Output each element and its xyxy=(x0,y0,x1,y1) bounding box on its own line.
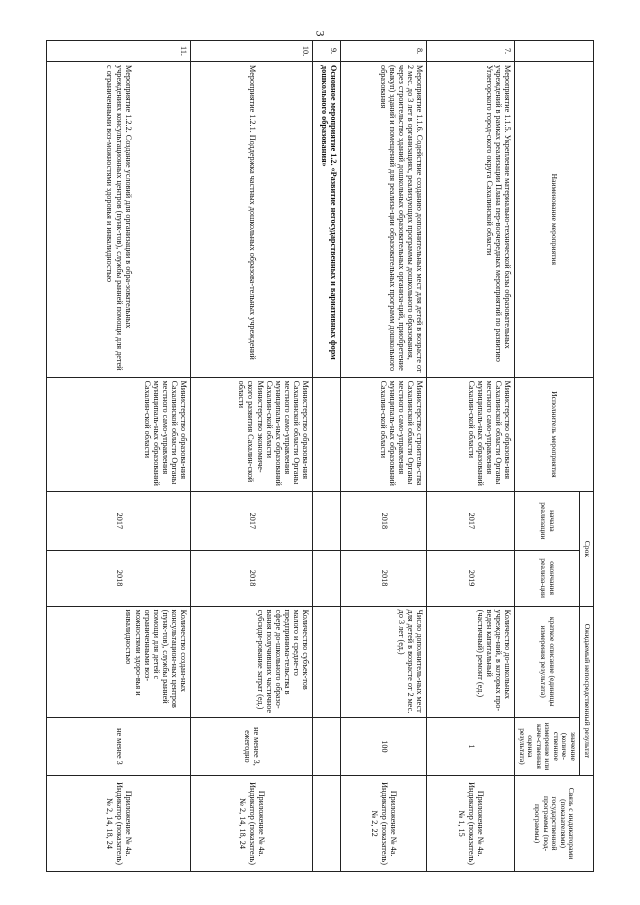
row-end: 2019 xyxy=(427,550,515,606)
row-link: Приложение № 4а. Индикатор (показатель) № 2, 22 xyxy=(341,776,427,872)
header-executor: Исполнитель мероприятия xyxy=(515,377,594,492)
header-expected: Ожидаемый непосредственный результат xyxy=(580,606,594,775)
table-row xyxy=(341,41,427,872)
table-row xyxy=(191,41,313,872)
row-end: 2018 xyxy=(47,550,191,606)
row-executor: Министерство образова-ния Сахалинской области Органы местного само-управления муниципаль-ных образований Сахалин-ской области xyxy=(47,377,191,492)
row-start: 2018 xyxy=(341,492,427,550)
row-link xyxy=(313,776,341,872)
row-start: 2017 xyxy=(47,492,191,550)
row-number: 11. xyxy=(47,41,191,62)
row-name: Мероприятие 1.2.1. Поддержка частных дошкольных образова-тельных учреждений xyxy=(191,62,313,378)
table-row xyxy=(47,41,191,872)
row-end: 2018 xyxy=(191,550,313,606)
row-name: Мероприятие 1.1.5. Укрепление материально-технической базы образовательных учреждений в рамках реализации Плана пер-воочередных мероприятий по развитию Углегорского город-ского округа Сахалинской области xyxy=(427,62,515,378)
row-short-description: Количество до-школьных учрежде-ний, в которых про-веден капитальный (частичный) ремонт (ед.) xyxy=(427,606,515,717)
row-short-description xyxy=(313,606,341,717)
row-value: не менее 3, ежегодно xyxy=(191,717,313,775)
header-link: Связь с индикаторами (показателями) государственной программы (под-программы) xyxy=(515,776,594,872)
row-name: Основное мероприятие 1.2. «Развитие негосударственных и вариативных форм дошкольного образования» xyxy=(313,62,341,378)
row-start xyxy=(313,492,341,550)
table-row xyxy=(427,41,515,872)
row-executor: Министерство строитель-ства Сахалинской области Органы местного само-управления муниципаль-ных образований Сахалин-ской области xyxy=(341,377,427,492)
row-value: не менее 3 xyxy=(47,717,191,775)
row-end: 2018 xyxy=(341,550,427,606)
row-short-description: Количество субъек-тов малого и средне-го предпринима-тельства в сфере до-школьного образо-вания получивших частичное субсиди-рование затрат (ед.) xyxy=(191,606,313,717)
row-link: Приложение № 4а. Индикатор (показатель) № 2, 14, 18, 24 xyxy=(191,776,313,872)
row-end xyxy=(313,550,341,606)
row-name: Мероприятие 1.2.2. Создание условий для организации в обра-зовательных учреждениях консультационных центров (пунк-тов), службы ранней помощи для детей с ограниченными воз-можностями здоровья и инвалидностью xyxy=(47,62,191,378)
row-start: 2017 xyxy=(427,492,515,550)
row-short-description: Число дополнитель-ных мест для детей в возрасте от 2 мес. до 3 лет (ед.) xyxy=(341,606,427,717)
header-end: окончания реализа-ции xyxy=(515,550,580,606)
row-start: 2017 xyxy=(191,492,313,550)
row-number: 8. xyxy=(341,41,427,62)
row-link: Приложение № 4а. Индикатор (показатель) № 1, 15 xyxy=(427,776,515,872)
row-value: 100 xyxy=(341,717,427,775)
header-row-1 xyxy=(580,41,594,872)
row-number: 7. xyxy=(427,41,515,62)
row-name: Мероприятие 1.1.6. Содействие созданию дополнительных мест для детей в возрасте от 2 мес. до 3 лет в организациях, реализующих программы дошкольного образования, через строительство зданий дошкольных образовательных организа-ций, приобретение (выкуп) зданий и помещений для реализа-ции образовательных программ дошкольного образования xyxy=(341,62,427,378)
header-start: начала реализации xyxy=(515,492,580,550)
header-name: Наименование мероприятия xyxy=(515,62,594,378)
row-link: Приложение № 4а. Индикатор (показатель) № 2, 14, 18, 24 xyxy=(47,776,191,872)
page-number: 3 xyxy=(313,30,328,37)
row-executor xyxy=(313,377,341,492)
header-term: Срок xyxy=(580,492,594,607)
measures-table xyxy=(47,40,595,872)
document-table-sheet xyxy=(48,40,594,872)
row-short-description: Количество создан-ных консультацион-ных центров (пунк-тов), службы ранней помощи для детей с ограниченными воз-можностями здоро-вья и инвалидностью xyxy=(47,606,191,717)
row-number: 9. xyxy=(313,41,341,62)
header-num xyxy=(515,41,594,62)
row-executor: Министерство образова-ния Сахалинской области Органы местного само-управления муниципаль-ных образований Сахалин-ской области Министерство экономиче-ского развития Сахалин-ской области xyxy=(191,377,313,492)
table-row xyxy=(313,41,341,872)
row-executor: Министерство образова-ния Сахалинской области Органы местного само-управления муниципаль-ных образований Сахалин-ской области xyxy=(427,377,515,492)
header-short: краткое описание (единицы измерения результата) xyxy=(515,606,580,717)
row-number: 10. xyxy=(191,41,313,62)
header-value: значение (количе-ственное измерение или каче-ственная оценка результата) xyxy=(515,717,580,775)
row-value xyxy=(313,717,341,775)
row-value: 1 xyxy=(427,717,515,775)
